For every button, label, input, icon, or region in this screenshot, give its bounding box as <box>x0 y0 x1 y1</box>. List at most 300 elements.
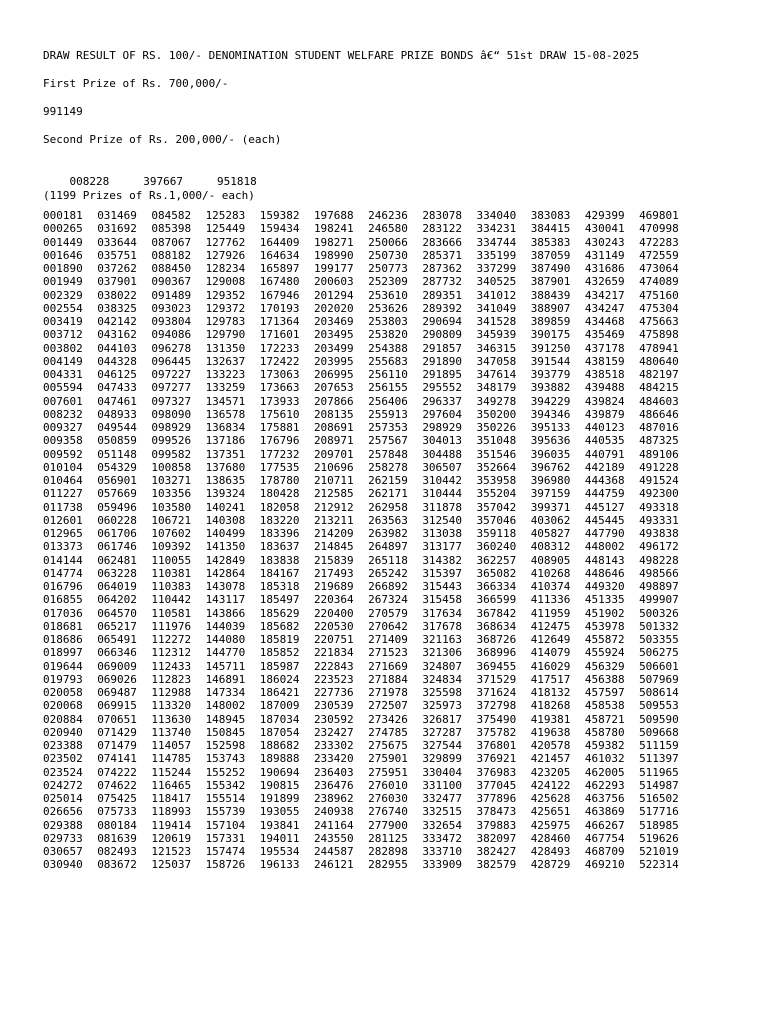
prize-number-cell: 098929 <box>151 421 192 434</box>
prize-number-cell: 396762 <box>530 460 571 474</box>
table-row <box>43 673 693 686</box>
prize-number-cell: 129008 <box>205 275 246 289</box>
prize-number-cell: 187054 <box>259 725 300 739</box>
prize-number-cell: 061746 <box>97 540 137 554</box>
prize-number-cell: 185318 <box>259 580 300 593</box>
prize-number-cell: 155739 <box>205 805 246 819</box>
prize-number-cell: 327544 <box>422 739 463 752</box>
prize-number-cell: 136834 <box>205 421 246 434</box>
prize-number-cell: 349278 <box>476 394 517 408</box>
prize-number-cell: 140499 <box>205 527 246 540</box>
prize-number-cell: 508614 <box>639 686 679 699</box>
prize-number-cell: 272507 <box>368 699 408 713</box>
prize-number-cell: 522314 <box>639 858 679 872</box>
prize-number-cell: 155252 <box>205 765 246 779</box>
prize-number-cell: 484215 <box>639 381 679 395</box>
prize-number-cell: 419638 <box>530 725 571 739</box>
prize-number-cell: 185629 <box>259 606 300 620</box>
prize-number-cell: 020058 <box>43 686 83 699</box>
prize-number-cell: 001449 <box>43 235 83 249</box>
prize-number-cell: 208971 <box>313 434 354 448</box>
prize-number-cell: 185987 <box>259 659 300 673</box>
prize-number-cell: 459382 <box>584 739 625 752</box>
prize-number-cell: 517716 <box>639 805 679 819</box>
prize-number-cell: 425628 <box>530 792 571 805</box>
prize-number-cell: 375782 <box>476 725 517 739</box>
prize-number-cell: 399371 <box>530 500 571 514</box>
prize-number-cell: 121523 <box>151 845 192 858</box>
prize-number-cell: 357046 <box>476 513 517 527</box>
prize-number-cell: 499907 <box>639 593 679 607</box>
prize-number-cell: 463756 <box>584 792 625 805</box>
prize-number-cell: 393779 <box>530 368 571 381</box>
prize-number-cell: 030940 <box>43 858 83 872</box>
prize-number-cell: 250773 <box>368 262 408 275</box>
prize-number-cell: 037901 <box>97 275 137 289</box>
prize-number-cell: 385383 <box>530 235 571 249</box>
prize-number-cell: 382097 <box>476 831 517 845</box>
prize-number-cell: 357042 <box>476 500 517 514</box>
prize-number-cell: 153743 <box>205 752 246 766</box>
prize-number-cell: 178780 <box>259 474 300 487</box>
prize-number-cell: 003712 <box>43 328 83 342</box>
prize-number-cell: 157331 <box>205 831 246 845</box>
prize-number-cell: 164634 <box>259 248 300 262</box>
prize-number-cell: 035751 <box>97 248 137 262</box>
prize-number-cell: 366334 <box>476 580 517 593</box>
prize-number-cell: 310442 <box>422 474 463 487</box>
table-row <box>43 660 693 673</box>
prize-number-cell: 106721 <box>151 513 192 527</box>
prize-number-cell: 262171 <box>368 487 408 501</box>
table-row <box>43 739 693 752</box>
prize-number-cell: 453978 <box>584 619 625 633</box>
prize-number-cell: 265242 <box>368 566 408 580</box>
prize-number-cell: 296337 <box>422 394 463 408</box>
prize-number-cell: 458538 <box>584 699 625 713</box>
prize-number-cell: 029388 <box>43 818 83 832</box>
prize-number-cell: 498566 <box>639 566 679 580</box>
prize-number-cell: 480640 <box>639 354 679 368</box>
table-row <box>43 845 693 858</box>
prize-number-cell: 334040 <box>476 209 517 222</box>
prize-number-cell: 346315 <box>476 341 517 355</box>
prize-number-cell: 019793 <box>43 672 83 686</box>
table-row <box>43 779 693 792</box>
prize-number-cell: 367842 <box>476 606 517 620</box>
prize-number-cell: 391544 <box>530 354 571 368</box>
prize-number-cell: 129790 <box>205 328 246 342</box>
prize-number-cell: 352664 <box>476 460 517 474</box>
table-row <box>43 421 693 434</box>
prize-number-cell: 379883 <box>476 818 517 832</box>
prize-number-cell: 221834 <box>313 646 354 660</box>
prize-number-cell: 430243 <box>584 235 625 249</box>
prize-number-cell: 033644 <box>97 235 137 249</box>
prize-number-cell: 368634 <box>476 619 517 633</box>
prize-number-cell: 474089 <box>639 275 679 289</box>
prize-number-cell: 223523 <box>313 672 354 686</box>
prize-number-cell: 425651 <box>530 805 571 819</box>
prize-number-cell: 198241 <box>313 222 354 236</box>
prize-number-cell: 332515 <box>422 805 463 819</box>
table-row <box>43 501 693 514</box>
prize-number-cell: 253626 <box>368 301 408 315</box>
prize-number-cell: 395636 <box>530 434 571 448</box>
prize-number-cell: 157474 <box>205 845 246 858</box>
prize-number-cell: 195534 <box>259 845 300 858</box>
prize-number-cell: 193841 <box>259 818 300 832</box>
prize-number-cell: 312540 <box>422 513 463 527</box>
prize-number-cell: 472559 <box>639 248 679 262</box>
prize-number-cell: 496172 <box>639 540 679 554</box>
prize-number-cell: 185682 <box>259 619 300 633</box>
prize-number-cell: 253820 <box>368 328 408 342</box>
prize-number-cell: 487325 <box>639 434 679 448</box>
prize-number-cell: 290694 <box>422 315 463 328</box>
prize-number-cell: 482197 <box>639 368 679 381</box>
prize-number-cell: 203495 <box>313 328 354 342</box>
prize-number-cell: 010464 <box>43 474 83 487</box>
prize-number-cell: 447790 <box>584 527 625 540</box>
prize-number-cell: 118417 <box>151 792 192 805</box>
prize-number-cell: 340525 <box>476 275 517 289</box>
prize-number-cell: 200603 <box>313 275 354 289</box>
prize-number-cell: 137680 <box>205 460 246 474</box>
table-row <box>43 328 693 341</box>
prize-number-cell: 003419 <box>43 315 83 328</box>
prize-number-cell: 191899 <box>259 792 300 805</box>
prize-number-cell: 046125 <box>97 368 137 381</box>
prize-number-cell: 002329 <box>43 288 83 302</box>
prize-number-cell: 144770 <box>205 646 246 660</box>
prize-number-cell: 360240 <box>476 540 517 554</box>
prize-number-cell: 506601 <box>639 659 679 673</box>
second-prize-number: 397667 <box>143 175 183 188</box>
prize-number-cell: 255683 <box>368 354 408 368</box>
prize-number-cell: 461032 <box>584 752 625 766</box>
prize-number-cell: 347058 <box>476 354 517 368</box>
prize-number-cell: 317634 <box>422 606 463 620</box>
prize-number-cell: 489106 <box>639 447 679 461</box>
prize-number-cell: 112433 <box>151 659 192 673</box>
prize-number-cell: 252309 <box>368 275 408 289</box>
prize-number-cell: 388439 <box>530 288 571 302</box>
prize-number-cell: 255913 <box>368 407 408 421</box>
prize-number-cell: 411336 <box>530 593 571 607</box>
prize-number-cell: 188682 <box>259 739 300 752</box>
prize-number-cell: 431686 <box>584 262 625 275</box>
prize-number-cell: 448143 <box>584 553 625 567</box>
prize-number-cell: 262958 <box>368 500 408 514</box>
table-row <box>43 408 693 421</box>
prize-number-cell: 206995 <box>313 368 354 381</box>
prize-number-cell: 317678 <box>422 619 463 633</box>
prize-number-cell: 389859 <box>530 315 571 328</box>
prize-number-cell: 128234 <box>205 262 246 275</box>
prize-number-cell: 146891 <box>205 672 246 686</box>
prize-number-cell: 139324 <box>205 487 246 501</box>
prize-number-cell: 157104 <box>205 818 246 832</box>
prize-number-cell: 094086 <box>151 328 192 342</box>
prize-number-cell: 434247 <box>584 301 625 315</box>
table-row <box>43 289 693 302</box>
prize-number-cell: 025014 <box>43 792 83 805</box>
prize-number-cell: 455872 <box>584 633 625 646</box>
table-row <box>43 792 693 805</box>
prize-number-cell: 376921 <box>476 752 517 766</box>
prize-number-cell: 246580 <box>368 222 408 236</box>
table-row <box>43 355 693 368</box>
table-row <box>43 686 693 699</box>
prize-number-cell: 100858 <box>151 460 192 474</box>
prize-number-cell: 005594 <box>43 381 83 395</box>
prize-number-cell: 109392 <box>151 540 192 554</box>
prize-number-cell: 333909 <box>422 858 463 872</box>
prize-number-cell: 133259 <box>205 381 246 395</box>
prize-number-cell: 137351 <box>205 447 246 461</box>
prize-number-cell: 098090 <box>151 407 192 421</box>
prize-number-cell: 313038 <box>422 527 463 540</box>
prize-number-cell: 171601 <box>259 328 300 342</box>
prize-number-cell: 103271 <box>151 474 192 487</box>
table-row <box>43 448 693 461</box>
prize-number-cell: 004331 <box>43 368 83 381</box>
prize-number-cell: 144039 <box>205 619 246 633</box>
prize-number-cell: 412649 <box>530 633 571 646</box>
prize-number-cell: 187009 <box>259 699 300 713</box>
prize-number-cell: 355204 <box>476 487 517 501</box>
table-row <box>43 607 693 620</box>
prize-number-cell: 341012 <box>476 288 517 302</box>
prize-number-cell: 275951 <box>368 765 408 779</box>
prize-number-cell: 173063 <box>259 368 300 381</box>
prize-number-cell: 324834 <box>422 672 463 686</box>
prize-number-cell: 267324 <box>368 593 408 607</box>
prize-number-cell: 150845 <box>205 725 246 739</box>
prize-number-cell: 111976 <box>151 619 192 633</box>
prize-number-cell: 016855 <box>43 593 83 607</box>
prize-number-cell: 159434 <box>259 222 300 236</box>
prize-number-cell: 143117 <box>205 593 246 607</box>
prize-number-cell: 306507 <box>422 460 463 474</box>
second-prize-numbers <box>43 161 693 188</box>
prize-number-cell: 359118 <box>476 527 517 540</box>
prize-number-cell: 023524 <box>43 765 83 779</box>
prize-number-cell: 271523 <box>368 646 408 660</box>
prize-number-cell: 297604 <box>422 407 463 421</box>
prize-number-cell: 243550 <box>313 831 354 845</box>
prize-number-cell: 256110 <box>368 368 408 381</box>
prize-number-cell: 087067 <box>151 235 192 249</box>
prize-number-cell: 049544 <box>97 421 137 434</box>
prize-number-cell: 038022 <box>97 288 137 302</box>
prize-number-cell: 444368 <box>584 474 625 487</box>
prize-number-cell: 396980 <box>530 474 571 487</box>
prize-number-cell: 069915 <box>97 699 137 713</box>
prize-number-cell: 397159 <box>530 487 571 501</box>
table-row <box>43 858 693 871</box>
prize-number-cell: 110055 <box>151 553 192 567</box>
prize-number-cell: 070651 <box>97 712 137 726</box>
prize-number-cell: 444759 <box>584 487 625 501</box>
prize-number-cell: 493331 <box>639 513 679 527</box>
prize-number-cell: 263563 <box>368 513 408 527</box>
prize-number-cell: 257848 <box>368 447 408 461</box>
prize-number-cell: 274785 <box>368 725 408 739</box>
prize-number-cell: 193055 <box>259 805 300 819</box>
prize-number-cell: 173933 <box>259 394 300 408</box>
prize-number-cell: 467754 <box>584 831 625 845</box>
prize-number-cell: 431149 <box>584 248 625 262</box>
prize-number-cell: 010104 <box>43 460 83 474</box>
prize-number-cell: 475898 <box>639 328 679 342</box>
prize-number-cell: 487016 <box>639 421 679 434</box>
prize-number-cell: 220364 <box>313 593 354 607</box>
prize-number-cell: 064202 <box>97 593 137 607</box>
prize-number-cell: 018997 <box>43 646 83 660</box>
prize-number-cell: 434217 <box>584 288 625 302</box>
prize-number-cell: 110442 <box>151 593 192 607</box>
prize-number-cell: 369455 <box>476 659 517 673</box>
prize-number-cell: 376801 <box>476 739 517 752</box>
prize-number-cell: 209701 <box>313 447 354 461</box>
prize-number-cell: 289351 <box>422 288 463 302</box>
prize-number-cell: 425975 <box>530 818 571 832</box>
prize-number-cell: 341049 <box>476 301 517 315</box>
prize-number-cell: 428493 <box>530 845 571 858</box>
prize-number-cell: 000181 <box>43 209 83 222</box>
prize-number-cell: 347614 <box>476 368 517 381</box>
prize-number-cell: 350200 <box>476 407 517 421</box>
prize-number-cell: 136578 <box>205 407 246 421</box>
prize-number-cell: 333472 <box>422 831 463 845</box>
prize-number-cell: 291857 <box>422 341 463 355</box>
prize-number-cell: 451902 <box>584 606 625 620</box>
prize-number-cell: 458780 <box>584 725 625 739</box>
prize-number-cell: 281125 <box>368 831 408 845</box>
prize-number-cell: 348179 <box>476 381 517 395</box>
prize-number-cell: 448646 <box>584 566 625 580</box>
table-row <box>43 461 693 474</box>
prize-number-cell: 208691 <box>313 421 354 434</box>
table-row <box>43 395 693 408</box>
prize-number-cell: 210711 <box>313 474 354 487</box>
table-row <box>43 315 693 328</box>
prize-number-cell: 207866 <box>313 394 354 408</box>
prize-number-cell: 000265 <box>43 222 83 236</box>
prize-number-cell: 155514 <box>205 792 246 805</box>
prize-number-cell: 013373 <box>43 540 83 554</box>
prize-number-cell: 140241 <box>205 500 246 514</box>
prize-number-cell: 382427 <box>476 845 517 858</box>
prize-number-cell: 125449 <box>205 222 246 236</box>
prize-number-cell: 291895 <box>422 368 463 381</box>
prize-number-cell: 455924 <box>584 646 625 660</box>
prize-number-cell: 351048 <box>476 434 517 448</box>
prize-number-cell: 345939 <box>476 328 517 342</box>
prize-number-cell: 145711 <box>205 659 246 673</box>
prize-number-cell: 270579 <box>368 606 408 620</box>
prize-number-cell: 295552 <box>422 381 463 395</box>
prize-number-cell: 011738 <box>43 500 83 514</box>
prize-number-cell: 466267 <box>584 818 625 832</box>
prize-number-cell: 088182 <box>151 248 192 262</box>
prize-number-cell: 457597 <box>584 686 625 699</box>
prize-number-cell: 519626 <box>639 831 679 845</box>
prize-number-cell: 127762 <box>205 235 246 249</box>
table-row <box>43 699 693 712</box>
prize-number-cell: 423205 <box>530 765 571 779</box>
prize-number-cell: 428729 <box>530 858 571 872</box>
prize-number-cell: 387490 <box>530 262 571 275</box>
prize-number-cell: 468709 <box>584 845 625 858</box>
prize-number-cell: 084582 <box>151 209 192 222</box>
prize-number-cell: 365082 <box>476 566 517 580</box>
prize-number-cell: 383083 <box>530 209 571 222</box>
prize-number-cell: 403062 <box>530 513 571 527</box>
prize-number-cell: 069487 <box>97 686 137 699</box>
prize-number-cell: 491228 <box>639 460 679 474</box>
prize-number-cell: 199177 <box>313 262 354 275</box>
prize-number-cell: 511965 <box>639 765 679 779</box>
table-row <box>43 805 693 818</box>
prize-number-cell: 283666 <box>422 235 463 249</box>
prize-number-cell: 325973 <box>422 699 463 713</box>
prize-number-cell: 227736 <box>313 686 354 699</box>
prize-number-cell: 329899 <box>422 752 463 766</box>
prize-number-cell: 475304 <box>639 301 679 315</box>
prize-number-cell: 184167 <box>259 566 300 580</box>
prize-number-cell: 214209 <box>313 527 354 540</box>
prize-number-cell: 458721 <box>584 712 625 726</box>
prize-number-cell: 362257 <box>476 553 517 567</box>
prize-number-cell: 232427 <box>313 725 354 739</box>
prize-number-cell: 176796 <box>259 434 300 448</box>
table-row <box>43 620 693 633</box>
prize-number-cell: 082493 <box>97 845 137 858</box>
prize-number-cell: 321163 <box>422 633 463 646</box>
prize-number-cell: 004149 <box>43 354 83 368</box>
prize-number-cell: 244587 <box>313 845 354 858</box>
prize-number-cell: 147334 <box>205 686 246 699</box>
table-row <box>43 726 693 739</box>
prize-number-cell: 263982 <box>368 527 408 540</box>
prize-number-cell: 418268 <box>530 699 571 713</box>
prize-number-cell: 042142 <box>97 315 137 328</box>
prize-number-cell: 393882 <box>530 381 571 395</box>
prize-number-cell: 315443 <box>422 580 463 593</box>
prize-number-cell: 096445 <box>151 354 192 368</box>
prize-number-cell: 387901 <box>530 275 571 289</box>
prize-number-cell: 001890 <box>43 262 83 275</box>
prize-number-cell: 256155 <box>368 381 408 395</box>
prize-number-cell: 250730 <box>368 248 408 262</box>
prize-number-cell: 330404 <box>422 765 463 779</box>
prize-number-cell: 236403 <box>313 765 354 779</box>
prize-number-cell: 230539 <box>313 699 354 713</box>
prize-number-cell: 083672 <box>97 858 137 872</box>
prize-number-cell: 112988 <box>151 686 192 699</box>
prize-number-cell: 215839 <box>313 553 354 567</box>
prize-number-cell: 353958 <box>476 474 517 487</box>
prize-number-cell: 439824 <box>584 394 625 408</box>
prize-number-cell: 203499 <box>313 341 354 355</box>
prize-number-cell: 185497 <box>259 593 300 607</box>
prize-number-cell: 428460 <box>530 831 571 845</box>
table-row <box>43 832 693 845</box>
prize-number-cell: 175610 <box>259 407 300 421</box>
